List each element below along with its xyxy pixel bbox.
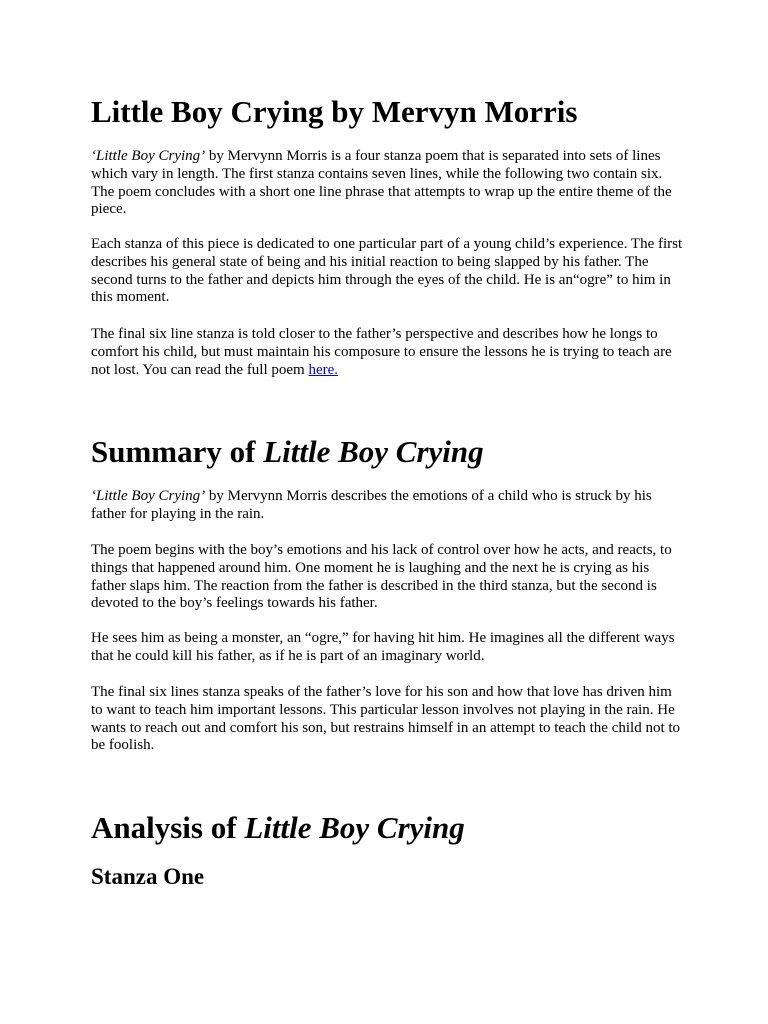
summary-paragraph-3: He sees him as being a monster, an “ogre,” for having hit him. He imagines all the different ways that he could kill his father, as if he is part of an imaginary world. xyxy=(91,630,675,664)
intro-paragraph-2: Each stanza of this piece is dedicated to one particular part of a young child’s experience. The first describes his general state of being and his initial reaction to being slapped by his father. The second turns to the father and depicts him through the eyes of the child. He is an“ogre” to him in this moment. xyxy=(91,236,683,306)
intro-paragraph-3 xyxy=(91,326,683,379)
summary-heading xyxy=(91,434,484,470)
analysis-heading-plain: Analysis of xyxy=(91,810,245,845)
summary-heading-plain: Summary of xyxy=(91,434,264,469)
analysis-heading-italic: Little Boy Crying xyxy=(244,810,465,845)
full-poem-link[interactable]: here. xyxy=(308,361,339,378)
summary-paragraph-4: The final six lines stanza speaks of the father’s love for his son and how that love has driven him to want to teach him important lessons. This particular lesson involves not playing in the rain. He wants to reach out and comfort his son, but restrains himself in an attempt to teach the child not to be foolish. xyxy=(91,684,681,754)
analysis-heading xyxy=(91,810,465,846)
intro-paragraph-3-text: The final six line stanza is told closer to the father’s perspective and describes how he longs to comfort his child, but must maintain his composure to ensure the lessons he is trying to teach are not lost. You can read the full poem xyxy=(91,326,672,378)
poem-title-italic: ‘Little Boy Crying’ xyxy=(91,148,206,164)
intro-paragraph-1 xyxy=(91,148,683,219)
summary-poem-title-italic: ‘Little Boy Crying’ xyxy=(91,488,206,504)
intro-paragraph-1-text: by Mervynn Morris is a four stanza poem that is separated into sets of lines which vary in length. The first stanza contains seven lines, while the following two contain six. The poem concludes with a short one line phrase that attempts to wrap up the entire theme of the piece. xyxy=(91,148,672,218)
page-title: Little Boy Crying by Mervyn Morris xyxy=(91,94,578,129)
summary-paragraph-1 xyxy=(91,488,683,524)
summary-paragraph-1-text: by Mervynn Morris describes the emotions of a child who is struck by his father for playing in the rain. xyxy=(91,488,652,522)
stanza-one-subheading: Stanza One xyxy=(91,864,205,889)
summary-paragraph-2: The poem begins with the boy’s emotions and his lack of control over how he acts, and reacts, to things that happened around him. One moment he is laughing and the next he is crying as his father slaps him. The reaction from the father is described in the third stanza, but the second is devoted to the boy’s feelings towards his father. xyxy=(91,542,672,612)
summary-heading-italic: Little Boy Crying xyxy=(263,434,484,469)
